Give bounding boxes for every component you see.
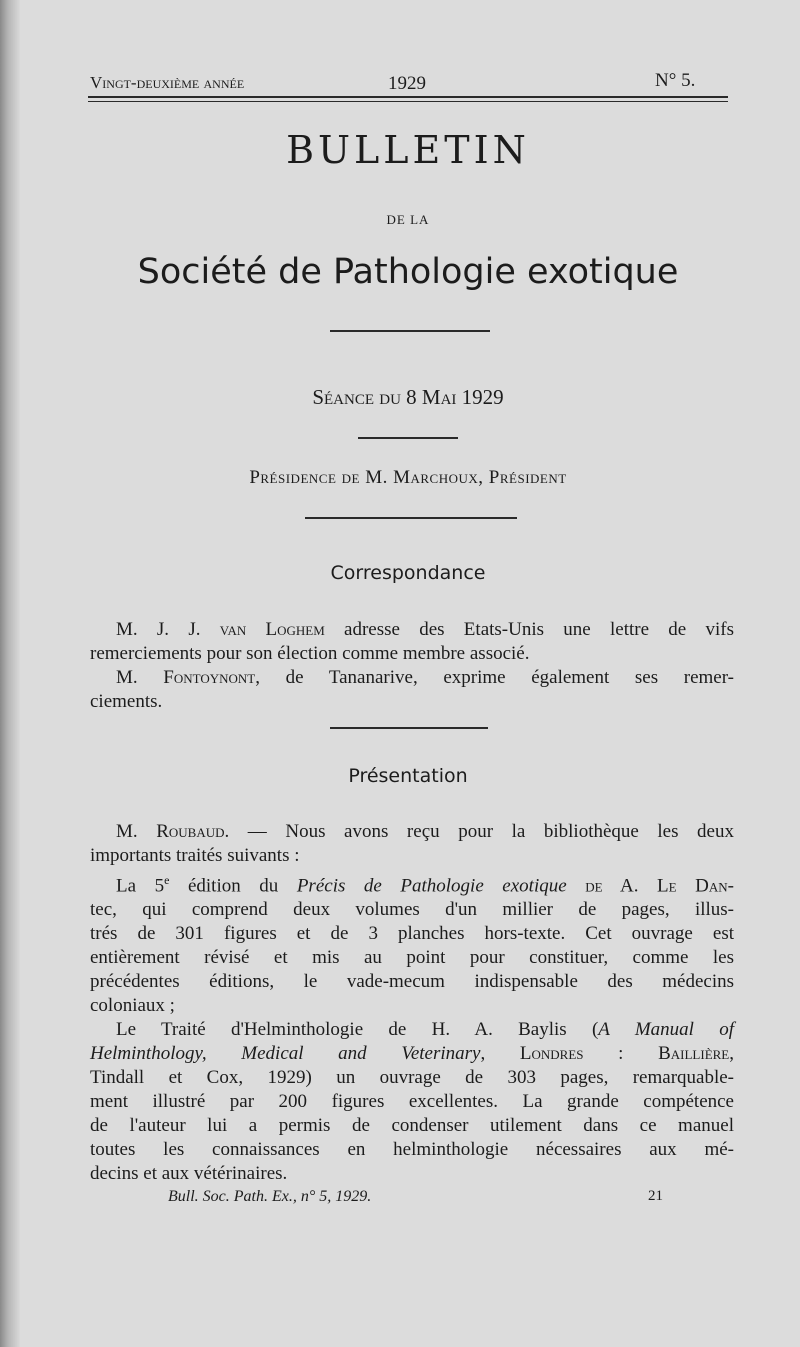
header-rule-bottom [88,101,728,102]
book-title-italic: A Manual of [598,1019,734,1041]
presidence-line: Présidence de M. Marchoux, Président [249,467,567,488]
header-rule-top [88,96,728,98]
volume-year-label: Vingt-deuxième année [90,73,245,92]
footer-citation: Bull. Soc. Path. Ex., n° 5, 1929. [168,1188,372,1205]
book-title-italic: Précis de Pathologie exotique [296,875,567,897]
correspondance-divider [330,727,488,729]
title-divider [330,330,490,332]
society-name: Société de Pathologie exotique [137,252,679,292]
de-la-label: DE LA [386,212,430,227]
page-number: 21 [648,1188,663,1204]
correspondance-heading: Correspondance [330,562,486,584]
member-name: M. Fontoynont [116,667,256,688]
book-spine-shadow [0,0,20,1347]
presentation-body: M. Roubaud. — Nous avons reçu pour la bibliothèque les deux importants traités suivants : La 5e édition du Précis de Pathologie exotique de A. Le Dan- tec, qui comprend deux volumes d'un millier de pages, illus- trés de 301 figures et de 3 planches hors-texte. Cet ouvrage est entièrement révisé et mis au point pour constituer, comme les précédentes éditions, le vade-mecum indispensable des médecins coloniaux ; Le Traité d'Helminthologie de H. A. Baylis (A Manual of Helminthology, Medical and Veterinary, Londres : Baillière, Tindall et Cox, 1929) un ouvrage de 303 pages, remarquable- ment illustré par 200 figures excellentes. La grande compétence de l'auteur lui a permis de condenser utilement dans ce manuel toutes les connaissances en helminthologie nécessaires aux mé- decins et aux vétérinaires. [90,821,734,1185]
session-divider [358,437,458,439]
year-label: 1929 [388,73,426,94]
member-name: M. Roubaud. [116,821,230,842]
issue-number: N° 5. [655,70,696,91]
presidence-divider [305,517,517,519]
book-title-italic: Helminthology, Medical and Veterinary [90,1043,481,1065]
session-date: Séance du 8 Mai 1929 [312,385,504,409]
member-name: M. J. J. van Loghem [116,619,325,640]
bulletin-title: BULLETIN [286,128,530,172]
correspondance-body: M. J. J. van Loghem adresse des Etats-Unis une lettre de vifs remerciements pour son élection comme membre associé. M. Fontoynont, de Tananarive, exprime également ses remer- ciements. [90,619,735,712]
presentation-heading: Présentation [348,765,468,787]
